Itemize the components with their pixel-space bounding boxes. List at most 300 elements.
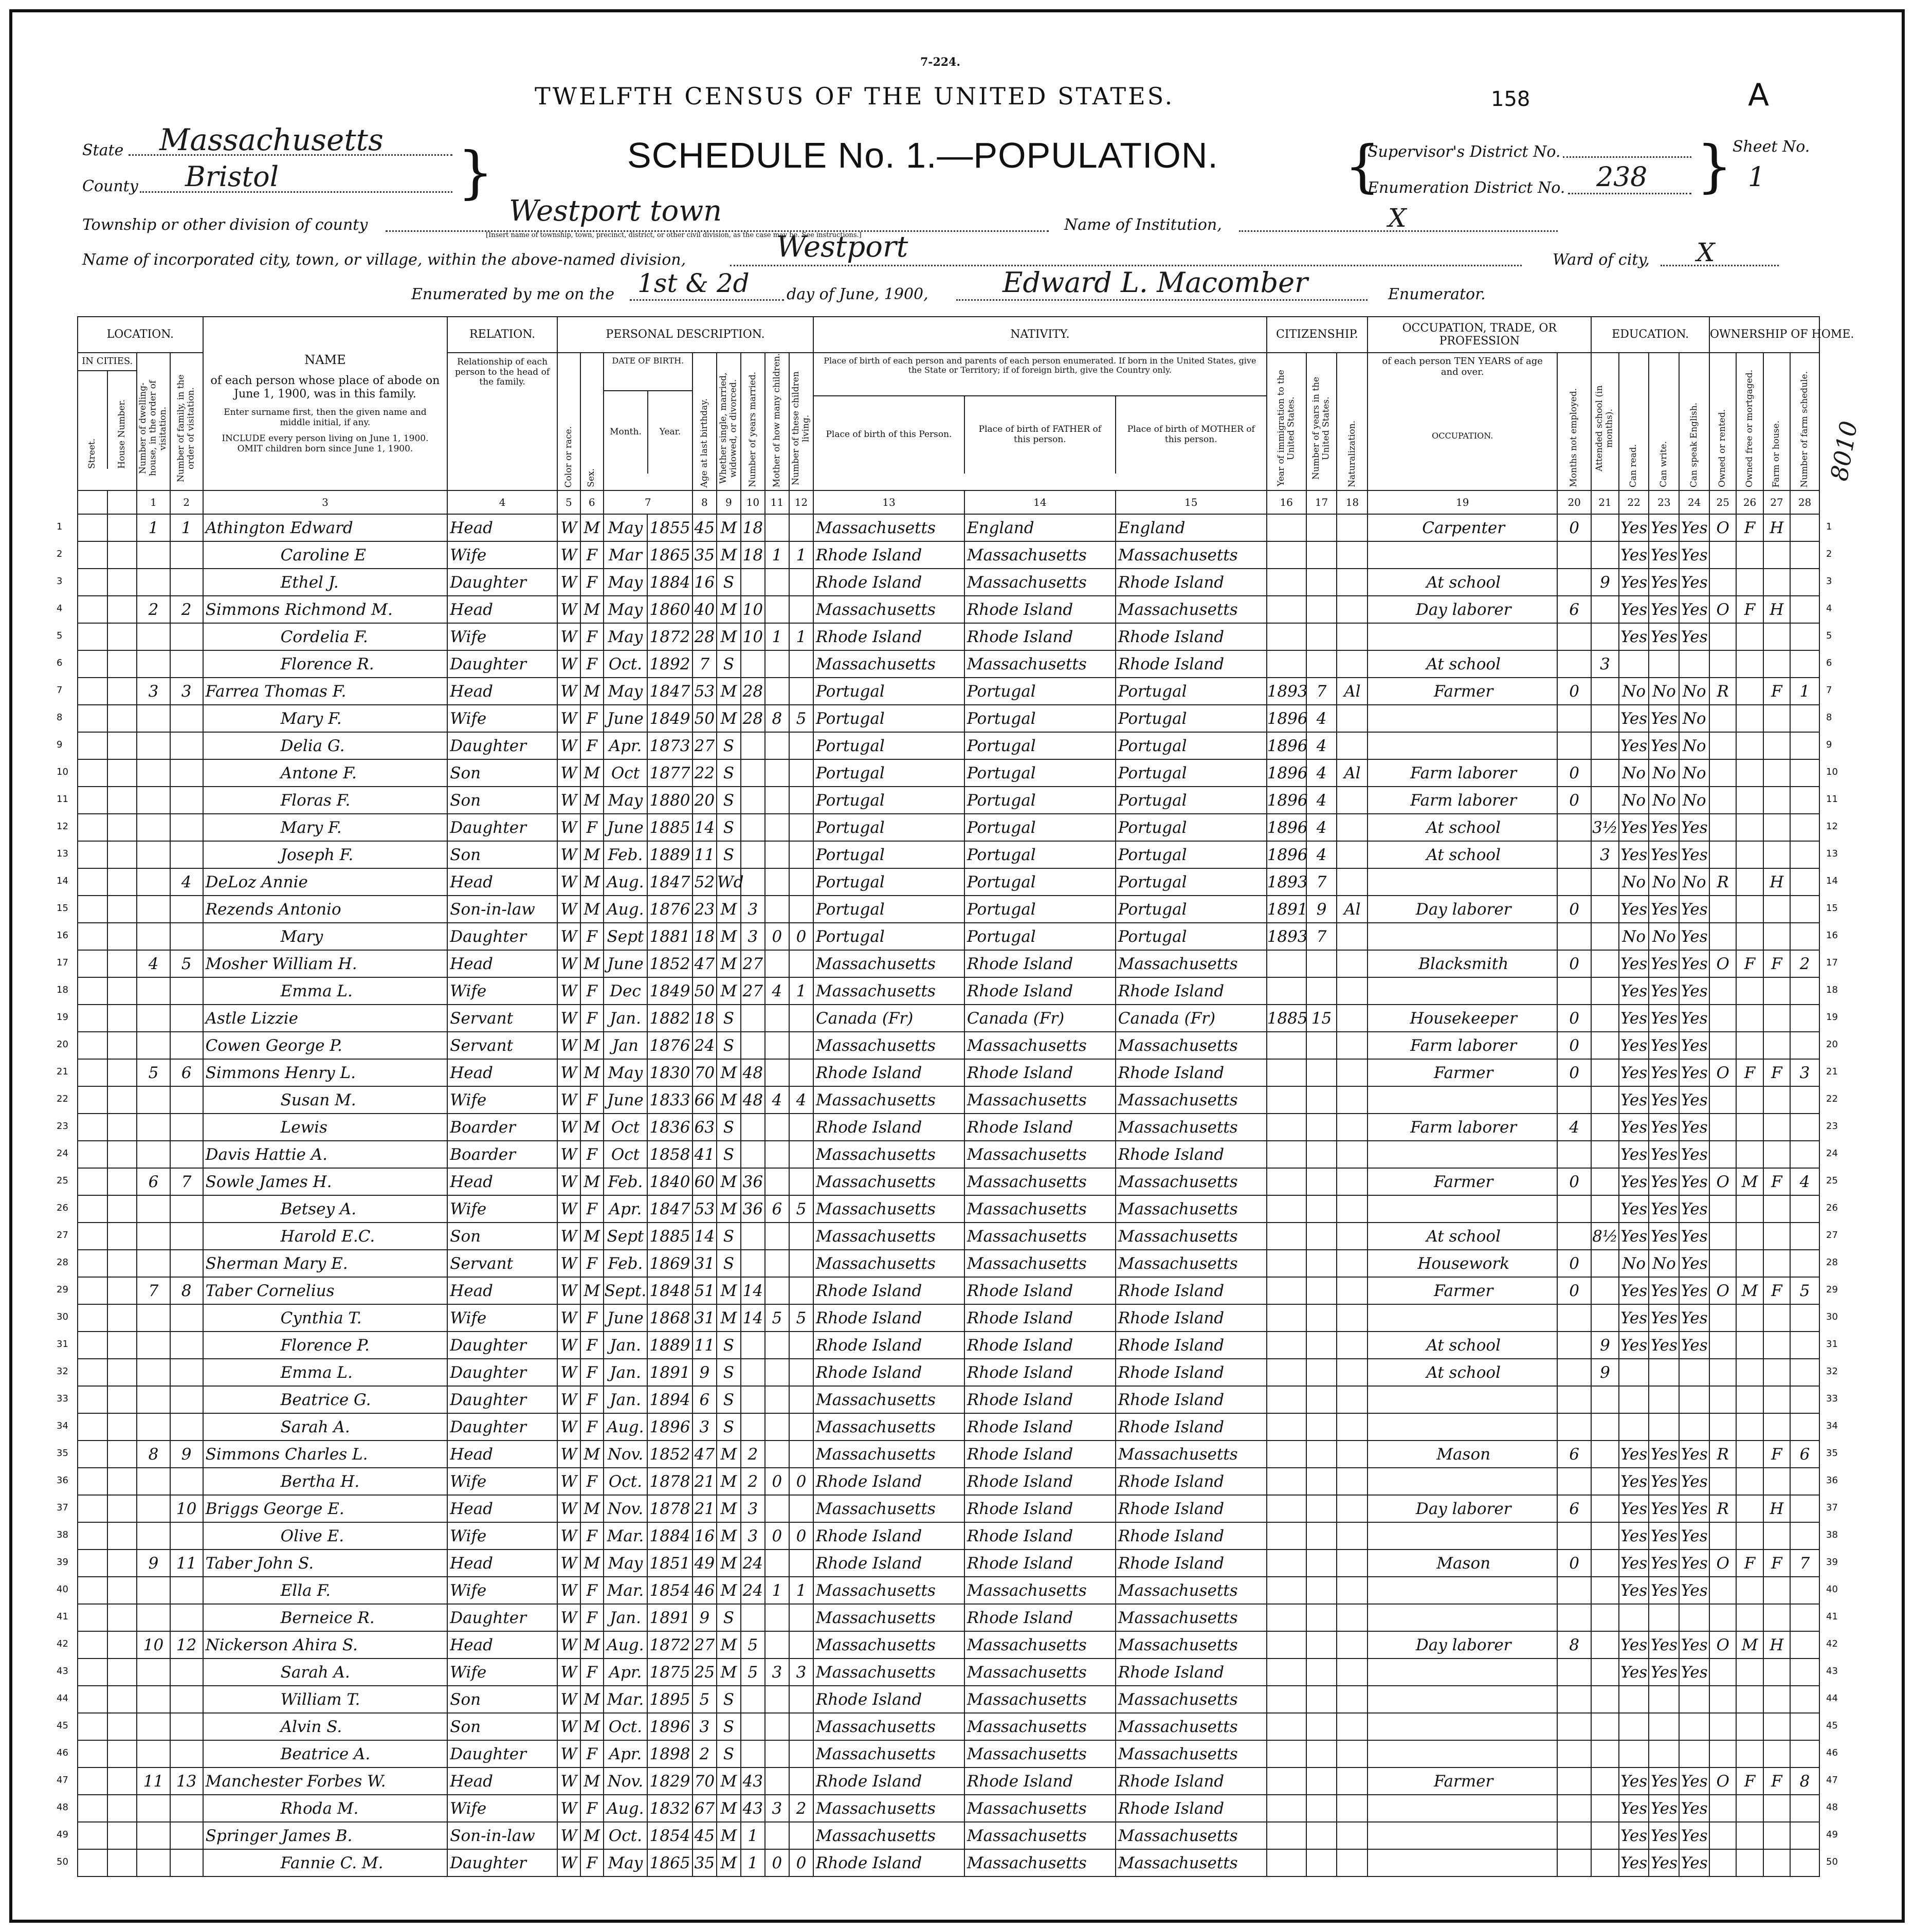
cell-color: W bbox=[557, 950, 580, 977]
cell-house-number bbox=[107, 1141, 137, 1168]
cell-rel: Head bbox=[447, 1441, 557, 1468]
cell-yr: 1881 bbox=[647, 923, 692, 950]
cell-rel: Wife bbox=[447, 977, 557, 1005]
cell-ym: 28 bbox=[741, 678, 765, 705]
cell-yr: 1852 bbox=[647, 1441, 692, 1468]
cell-sched bbox=[1790, 787, 1819, 814]
line-number: 14 bbox=[57, 876, 68, 887]
cell-mc bbox=[765, 1631, 789, 1658]
cell-yr: 1836 bbox=[647, 1114, 692, 1141]
census-title: TWELFTH CENSUS OF THE UNITED STATES. bbox=[535, 82, 1175, 110]
cell-pob: Massachusetts bbox=[813, 1822, 964, 1849]
cell-yus: 4 bbox=[1306, 732, 1337, 759]
cell-sex: F bbox=[580, 541, 604, 569]
cell-att: 3½ bbox=[1591, 814, 1618, 841]
cell-unemp: 0 bbox=[1557, 759, 1591, 787]
cell-fpob: Rhode Island bbox=[964, 1441, 1116, 1468]
cell-speak: Yes bbox=[1679, 1441, 1709, 1468]
cell-free bbox=[1736, 1849, 1763, 1876]
cell-own bbox=[1709, 1740, 1736, 1767]
cell-pob: Portugal bbox=[813, 896, 964, 923]
cell-att: 9 bbox=[1591, 1332, 1618, 1359]
cell-yus bbox=[1306, 1304, 1337, 1332]
cell-sched bbox=[1790, 841, 1819, 868]
cell-att bbox=[1591, 1413, 1618, 1441]
line-number: 24 bbox=[1826, 1148, 1838, 1159]
header-month: Month. bbox=[604, 391, 649, 473]
cell-mpob: Massachusetts bbox=[1116, 1740, 1267, 1767]
cell-street bbox=[78, 678, 107, 705]
cell-read: No bbox=[1619, 868, 1649, 896]
cell-write: Yes bbox=[1649, 1304, 1679, 1332]
cell-dw: 2 bbox=[137, 596, 170, 623]
column-number: 26 bbox=[1736, 490, 1763, 514]
cell-free bbox=[1736, 1114, 1763, 1141]
cell-write: Yes bbox=[1649, 1195, 1679, 1223]
page-stamp: 158 bbox=[1491, 87, 1530, 111]
line-number: 25 bbox=[1826, 1175, 1838, 1187]
cell-nat bbox=[1337, 569, 1368, 596]
cell-mar: M bbox=[717, 596, 741, 623]
cell-imm bbox=[1267, 950, 1306, 977]
cell-own bbox=[1709, 896, 1736, 923]
cell-rel: Wife bbox=[447, 623, 557, 650]
cell-dw bbox=[137, 1114, 170, 1141]
cell-speak: Yes bbox=[1679, 623, 1709, 650]
state-value: Massachusetts bbox=[159, 122, 384, 157]
cell-dw bbox=[137, 1304, 170, 1332]
cell-name: Sowle James H. bbox=[203, 1168, 448, 1195]
cell-occ bbox=[1368, 1822, 1557, 1849]
cell-mar: S bbox=[717, 1413, 741, 1441]
cell-speak: No bbox=[1679, 868, 1709, 896]
cell-fpob: England bbox=[964, 514, 1116, 541]
cell-mc bbox=[765, 841, 789, 868]
cell-cl: 1 bbox=[789, 623, 813, 650]
cell-mpob: England bbox=[1116, 514, 1267, 541]
cell-house-number bbox=[107, 732, 137, 759]
line-number: 21 bbox=[1826, 1066, 1838, 1078]
cell-mc bbox=[765, 1168, 789, 1195]
header-ownership: OWNERSHIP OF HOME. bbox=[1709, 317, 1819, 353]
cell-unemp bbox=[1557, 1359, 1591, 1386]
cell-own bbox=[1709, 1522, 1736, 1550]
cell-read: No bbox=[1619, 678, 1649, 705]
cell-unemp bbox=[1557, 705, 1591, 732]
cell-fam bbox=[170, 705, 203, 732]
cell-house-number bbox=[107, 1332, 137, 1359]
cell-yus bbox=[1306, 1713, 1337, 1740]
cell-yr: 1875 bbox=[647, 1658, 692, 1686]
cell-nat bbox=[1337, 1250, 1368, 1277]
cell-imm: 1893 bbox=[1267, 923, 1306, 950]
table-row bbox=[78, 514, 1819, 541]
cell-write: No bbox=[1649, 923, 1679, 950]
cell-name: Caroline E bbox=[203, 541, 448, 569]
cell-sex: M bbox=[580, 1059, 604, 1086]
header-pob-person: Place of birth of this Person. bbox=[814, 396, 965, 473]
cell-occ: Farmer bbox=[1368, 1168, 1557, 1195]
cell-read: Yes bbox=[1619, 1631, 1649, 1658]
cell-dw bbox=[137, 1141, 170, 1168]
cell-read: Yes bbox=[1619, 1332, 1649, 1359]
cell-house-number bbox=[107, 1713, 137, 1740]
cell-own: O bbox=[1709, 1631, 1736, 1658]
cell-color: W bbox=[557, 787, 580, 814]
cell-mar: M bbox=[717, 541, 741, 569]
sheet-letter: A bbox=[1748, 77, 1770, 113]
header-mother-of: Mother of how many children. bbox=[765, 353, 789, 490]
cell-rel: Daughter bbox=[447, 1849, 557, 1876]
cell-cl bbox=[789, 1386, 813, 1413]
cell-age: 67 bbox=[692, 1795, 717, 1822]
enumerator-line bbox=[956, 299, 1368, 301]
cell-free bbox=[1736, 569, 1763, 596]
cell-name: Emma L. bbox=[203, 1359, 448, 1386]
cell-write: Yes bbox=[1649, 1168, 1679, 1195]
cell-speak: Yes bbox=[1679, 569, 1709, 596]
cell-fam: 5 bbox=[170, 950, 203, 977]
cell-write: Yes bbox=[1649, 1631, 1679, 1658]
cell-dw: 8 bbox=[137, 1441, 170, 1468]
line-number: 10 bbox=[57, 767, 68, 778]
cell-write: Yes bbox=[1649, 732, 1679, 759]
cell-nat bbox=[1337, 1032, 1368, 1059]
cell-unemp: 6 bbox=[1557, 596, 1591, 623]
cell-imm bbox=[1267, 1032, 1306, 1059]
cell-farm bbox=[1763, 1141, 1790, 1168]
cell-pob: Massachusetts bbox=[813, 950, 964, 977]
cell-ym: 48 bbox=[741, 1059, 765, 1086]
table-row bbox=[78, 1086, 1819, 1114]
cell-imm bbox=[1267, 1441, 1306, 1468]
cell-sched bbox=[1790, 1522, 1819, 1550]
cell-occ: Mason bbox=[1368, 1441, 1557, 1468]
cell-house-number bbox=[107, 896, 137, 923]
cell-occ bbox=[1368, 1413, 1557, 1441]
cell-pob: Rhode Island bbox=[813, 1304, 964, 1332]
cell-pob: Rhode Island bbox=[813, 1686, 964, 1713]
cell-street bbox=[78, 1332, 107, 1359]
cell-fpob: Rhode Island bbox=[964, 1413, 1116, 1441]
cell-unemp: 0 bbox=[1557, 1250, 1591, 1277]
line-number: 45 bbox=[1826, 1720, 1838, 1731]
cell-sex: F bbox=[580, 1740, 604, 1767]
cell-name: Mary F. bbox=[203, 814, 448, 841]
cell-unemp: 0 bbox=[1557, 1550, 1591, 1577]
cell-own bbox=[1709, 1250, 1736, 1277]
cell-read: Yes bbox=[1619, 1032, 1649, 1059]
cell-fpob: Portugal bbox=[964, 705, 1116, 732]
cell-mpob: Massachusetts bbox=[1116, 1168, 1267, 1195]
cell-dw bbox=[137, 1359, 170, 1386]
cell-street bbox=[78, 1604, 107, 1631]
cell-rel: Wife bbox=[447, 1195, 557, 1223]
cell-unemp bbox=[1557, 1195, 1591, 1223]
cell-own: O bbox=[1709, 1767, 1736, 1795]
cell-cl bbox=[789, 1168, 813, 1195]
cell-farm bbox=[1763, 1223, 1790, 1250]
cell-street bbox=[78, 1032, 107, 1059]
cell-pob: Portugal bbox=[813, 705, 964, 732]
cell-mar: M bbox=[717, 1086, 741, 1114]
cell-dw bbox=[137, 1413, 170, 1441]
line-number: 48 bbox=[57, 1802, 68, 1813]
cell-sched: 8 bbox=[1790, 1767, 1819, 1795]
cell-own bbox=[1709, 1822, 1736, 1849]
cell-mc bbox=[765, 569, 789, 596]
column-number: 22 bbox=[1619, 490, 1649, 514]
line-number: 7 bbox=[1826, 685, 1832, 696]
header-name-note1: Enter surname first, then the given name and middle initial, if any. bbox=[224, 407, 427, 428]
line-number: 17 bbox=[57, 957, 68, 969]
table-row bbox=[78, 1713, 1819, 1740]
cell-age: 41 bbox=[692, 1141, 717, 1168]
cell-sex: M bbox=[580, 596, 604, 623]
cell-color: W bbox=[557, 541, 580, 569]
cell-occ: At school bbox=[1368, 569, 1557, 596]
cell-rel: Son-in-law bbox=[447, 896, 557, 923]
cell-yus bbox=[1306, 1413, 1337, 1441]
cell-farm bbox=[1763, 623, 1790, 650]
cell-nat bbox=[1337, 1577, 1368, 1604]
cell-yus bbox=[1306, 1386, 1337, 1413]
line-number: 7 bbox=[57, 685, 63, 696]
cell-pob: Portugal bbox=[813, 814, 964, 841]
cell-read: Yes bbox=[1619, 623, 1649, 650]
cell-mc: 0 bbox=[765, 1522, 789, 1550]
cell-house-number bbox=[107, 814, 137, 841]
cell-dw bbox=[137, 923, 170, 950]
cell-att bbox=[1591, 623, 1618, 650]
cell-att bbox=[1591, 1168, 1618, 1195]
line-number: 50 bbox=[57, 1856, 68, 1868]
header-color: Color or race. bbox=[557, 353, 580, 490]
cell-mo: Oct bbox=[604, 1141, 647, 1168]
cell-cl bbox=[789, 1713, 813, 1740]
cell-age: 53 bbox=[692, 1195, 717, 1223]
cell-mpob: Rhode Island bbox=[1116, 650, 1267, 678]
cell-nat bbox=[1337, 841, 1368, 868]
city-value: Westport bbox=[776, 230, 908, 264]
cell-fam: 2 bbox=[170, 596, 203, 623]
cell-age: 66 bbox=[692, 1086, 717, 1114]
cell-nat bbox=[1337, 1604, 1368, 1631]
cell-mar: M bbox=[717, 1822, 741, 1849]
cell-sex: M bbox=[580, 1032, 604, 1059]
cell-color: W bbox=[557, 1304, 580, 1332]
cell-rel: Daughter bbox=[447, 1740, 557, 1767]
cell-mo: Jan. bbox=[604, 1604, 647, 1631]
cell-ym bbox=[741, 1332, 765, 1359]
cell-free bbox=[1736, 1522, 1763, 1550]
cell-yus: 9 bbox=[1306, 896, 1337, 923]
county-value: Bristol bbox=[185, 160, 279, 193]
cell-name: Mary bbox=[203, 923, 448, 950]
cell-house-number bbox=[107, 1631, 137, 1658]
cell-free bbox=[1736, 923, 1763, 950]
cell-mc bbox=[765, 896, 789, 923]
cell-color: W bbox=[557, 923, 580, 950]
header-education: EDUCATION. bbox=[1591, 317, 1709, 353]
cell-rel: Head bbox=[447, 1059, 557, 1086]
cell-nat bbox=[1337, 732, 1368, 759]
cell-pob: Massachusetts bbox=[813, 1604, 964, 1631]
cell-street bbox=[78, 1795, 107, 1822]
cell-fpob: Rhode Island bbox=[964, 950, 1116, 977]
cell-sex: M bbox=[580, 1631, 604, 1658]
cell-free bbox=[1736, 1141, 1763, 1168]
cell-occ: At school bbox=[1368, 1332, 1557, 1359]
cell-fpob: Massachusetts bbox=[964, 1168, 1116, 1195]
cell-sex: M bbox=[580, 759, 604, 787]
cell-read: Yes bbox=[1619, 1086, 1649, 1114]
cell-free bbox=[1736, 1713, 1763, 1740]
cell-read bbox=[1619, 1359, 1649, 1386]
cell-dw bbox=[137, 1223, 170, 1250]
cell-color: W bbox=[557, 1141, 580, 1168]
line-number: 8 bbox=[1826, 712, 1832, 723]
cell-mc: 1 bbox=[765, 1577, 789, 1604]
cell-sex: M bbox=[580, 1495, 604, 1522]
cell-ym bbox=[741, 841, 765, 868]
cell-mpob: Portugal bbox=[1116, 896, 1267, 923]
cell-own bbox=[1709, 759, 1736, 787]
cell-write bbox=[1649, 1604, 1679, 1631]
cell-imm: 1896 bbox=[1267, 705, 1306, 732]
table-row bbox=[78, 1332, 1819, 1359]
cell-pob: Massachusetts bbox=[813, 1195, 964, 1223]
margin-note: 8010 bbox=[1825, 418, 1863, 483]
cell-nat bbox=[1337, 1767, 1368, 1795]
cell-mar: M bbox=[717, 1195, 741, 1223]
cell-att bbox=[1591, 868, 1618, 896]
cell-color: W bbox=[557, 1032, 580, 1059]
cell-farm bbox=[1763, 896, 1790, 923]
cell-mar: S bbox=[717, 1114, 741, 1141]
cell-cl: 1 bbox=[789, 1577, 813, 1604]
cell-mar: S bbox=[717, 1141, 741, 1168]
cell-free bbox=[1736, 1304, 1763, 1332]
cell-name: Delia G. bbox=[203, 732, 448, 759]
cell-rel: Daughter bbox=[447, 732, 557, 759]
cell-occ: Farm laborer bbox=[1368, 1114, 1557, 1141]
cell-yus bbox=[1306, 1522, 1337, 1550]
cell-mar: M bbox=[717, 1550, 741, 1577]
cell-write: Yes bbox=[1649, 1550, 1679, 1577]
cell-name: Ella F. bbox=[203, 1577, 448, 1604]
cell-nat bbox=[1337, 1495, 1368, 1522]
cell-ym: 14 bbox=[741, 1277, 765, 1304]
cell-nat bbox=[1337, 1332, 1368, 1359]
cell-cl: 3 bbox=[789, 1658, 813, 1686]
cell-age: 52 bbox=[692, 868, 717, 896]
cell-house-number bbox=[107, 541, 137, 569]
cell-color: W bbox=[557, 596, 580, 623]
cell-sex: M bbox=[580, 787, 604, 814]
cell-mo: June bbox=[604, 705, 647, 732]
header-free: Owned free or mortgaged. bbox=[1736, 353, 1763, 490]
cell-ym bbox=[741, 814, 765, 841]
cell-farm bbox=[1763, 1359, 1790, 1386]
column-number: 8 bbox=[692, 490, 717, 514]
cell-unemp bbox=[1557, 1332, 1591, 1359]
cell-mo: Feb. bbox=[604, 841, 647, 868]
line-number: 19 bbox=[57, 1012, 68, 1023]
cell-cl bbox=[789, 1141, 813, 1168]
cell-yr: 1829 bbox=[647, 1767, 692, 1795]
cell-yr: 1892 bbox=[647, 650, 692, 678]
cell-age: 70 bbox=[692, 1059, 717, 1086]
table-row bbox=[78, 923, 1819, 950]
column-number: 9 bbox=[717, 490, 741, 514]
cell-unemp: 0 bbox=[1557, 1059, 1591, 1086]
population-rows bbox=[78, 514, 1819, 1876]
cell-read: Yes bbox=[1619, 841, 1649, 868]
cell-sched bbox=[1790, 1849, 1819, 1876]
cell-speak: No bbox=[1679, 759, 1709, 787]
cell-cl: 5 bbox=[789, 1304, 813, 1332]
cell-speak bbox=[1679, 1713, 1709, 1740]
cell-mar: S bbox=[717, 759, 741, 787]
column-number: 24 bbox=[1679, 490, 1709, 514]
cell-dw: 3 bbox=[137, 678, 170, 705]
cell-att bbox=[1591, 1604, 1618, 1631]
line-number: 26 bbox=[57, 1202, 68, 1214]
cell-pob: Rhode Island bbox=[813, 1359, 964, 1386]
cell-house-number bbox=[107, 950, 137, 977]
column-number: 13 bbox=[813, 490, 964, 514]
cell-sched bbox=[1790, 541, 1819, 569]
cell-mc bbox=[765, 1386, 789, 1413]
cell-yus bbox=[1306, 569, 1337, 596]
cell-sched bbox=[1790, 1386, 1819, 1413]
cell-mc bbox=[765, 1550, 789, 1577]
cell-mpob: Massachusetts bbox=[1116, 1195, 1267, 1223]
cell-age: 14 bbox=[692, 814, 717, 841]
cell-street bbox=[78, 541, 107, 569]
cell-write bbox=[1649, 1740, 1679, 1767]
cell-att bbox=[1591, 1849, 1618, 1876]
cell-read: Yes bbox=[1619, 1468, 1649, 1495]
cell-rel: Head bbox=[447, 514, 557, 541]
cell-mar: M bbox=[717, 514, 741, 541]
line-number: 50 bbox=[1826, 1856, 1838, 1868]
line-number: 31 bbox=[57, 1339, 68, 1350]
cell-occ: Farmer bbox=[1368, 678, 1557, 705]
cell-ym: 28 bbox=[741, 705, 765, 732]
cell-fam: 9 bbox=[170, 1441, 203, 1468]
cell-fam bbox=[170, 1822, 203, 1849]
cell-cl bbox=[789, 1686, 813, 1713]
header-street: Street. bbox=[87, 438, 98, 469]
cell-unemp bbox=[1557, 1795, 1591, 1822]
cell-mar: S bbox=[717, 1686, 741, 1713]
cell-farm bbox=[1763, 705, 1790, 732]
cell-sched bbox=[1790, 1359, 1819, 1386]
cell-yr: 1877 bbox=[647, 759, 692, 787]
cell-age: 45 bbox=[692, 514, 717, 541]
cell-color: W bbox=[557, 814, 580, 841]
cell-pob: Massachusetts bbox=[813, 1658, 964, 1686]
cell-dw bbox=[137, 569, 170, 596]
cell-sex: M bbox=[580, 1114, 604, 1141]
cell-fam bbox=[170, 1386, 203, 1413]
cell-ym: 3 bbox=[741, 1522, 765, 1550]
cell-color: W bbox=[557, 1713, 580, 1740]
cell-street bbox=[78, 950, 107, 977]
line-number: 23 bbox=[57, 1121, 68, 1132]
